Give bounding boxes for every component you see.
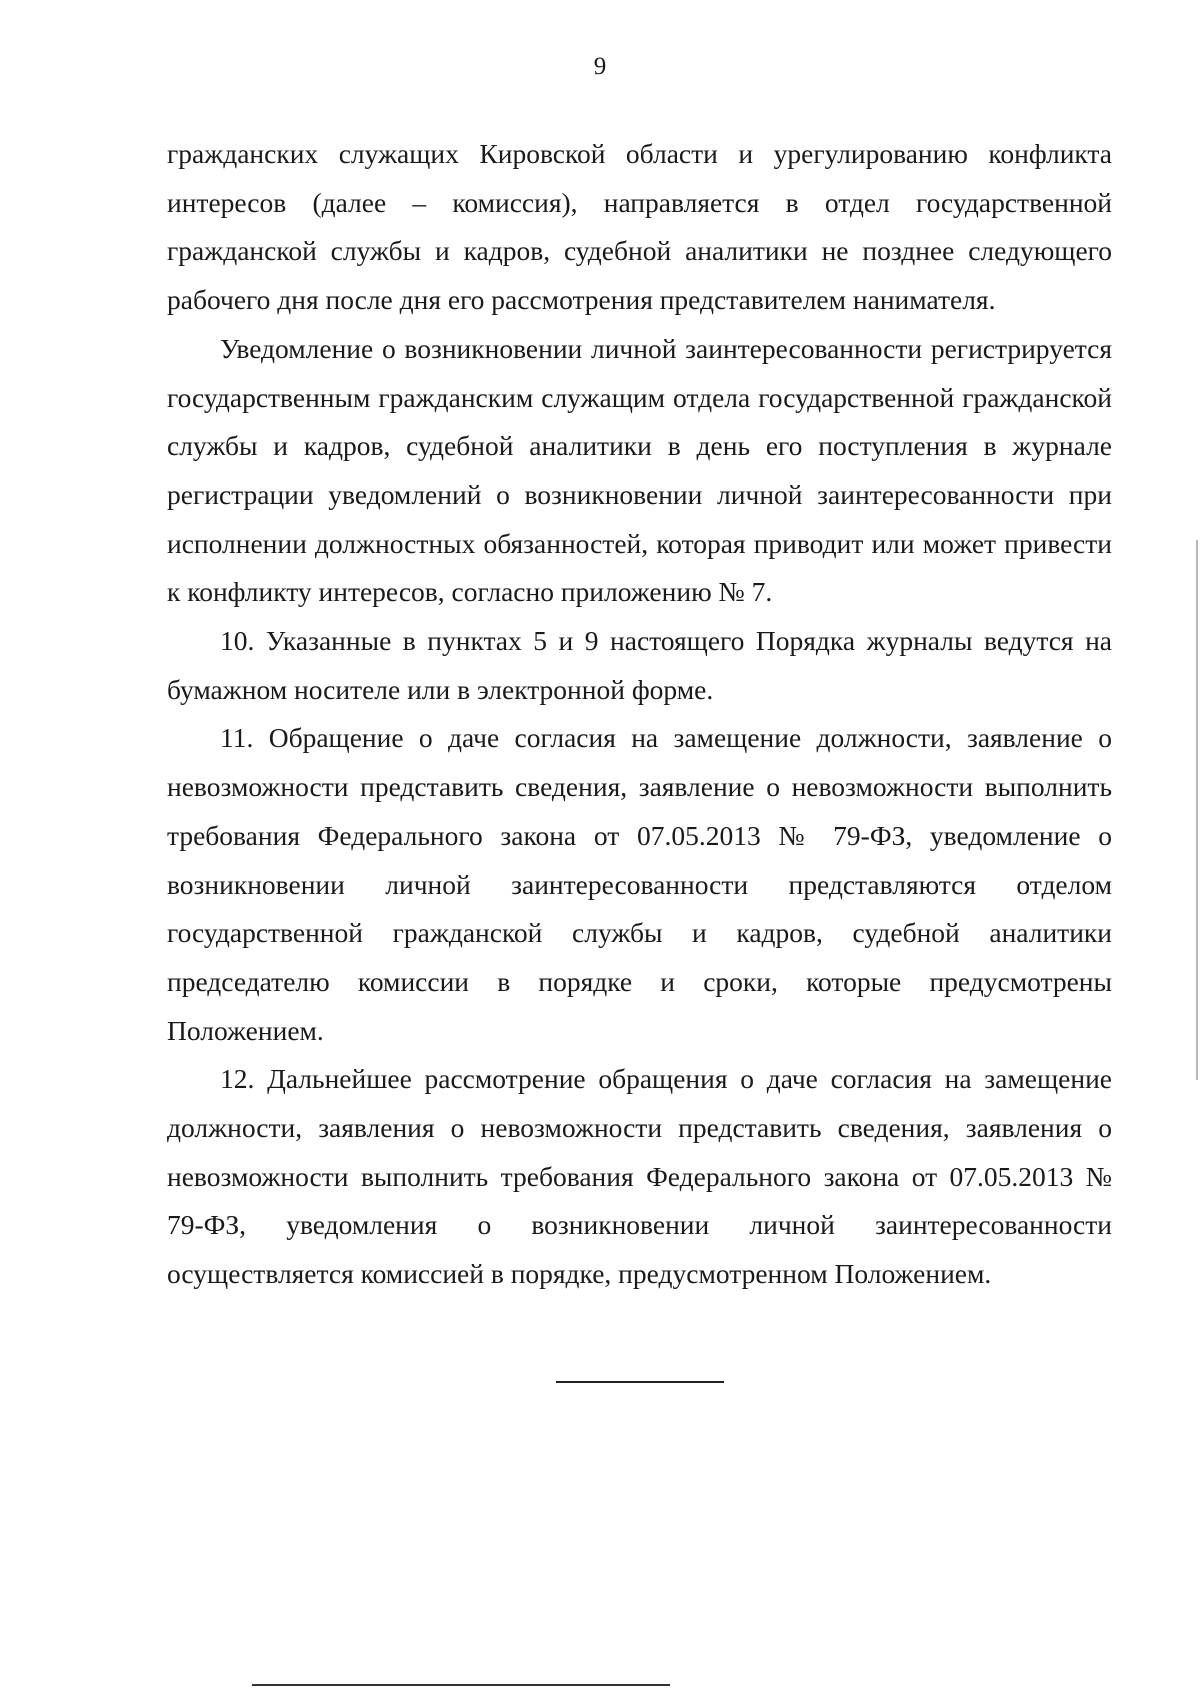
page-number: 9: [593, 53, 607, 80]
end-divider: [556, 1381, 724, 1383]
paragraph-continuation: гражданских служащих Кировской области и урегулированию конфликта интересов (далее – комиссия), направляется в отдел государственной гражданской службы и кадров, судебной аналитики не позднее следующего рабочего дня после дня его рассмотрения представителем нанимателя.: [167, 138, 1112, 316]
scan-edge-mark: [1196, 540, 1198, 1080]
paragraph-notification-registration: Уведомление о возникновении личной заинтересованности регистрируется государственным гражданским служащим отдела государственной гражданской службы и кадров, судебной аналитики в день его поступления в журнале регистрации уведомлений о возникновении личной заинтересованности при исполнении должностных обязанностей, которая приводит или может привести к конфликту интересов, согласно приложению № 7.: [167, 332, 1112, 608]
paragraph-item-11: 11. Обращение о даче согласия на замещение должности, заявление о невозможности представить сведения, заявление о невозможности выполнить требования Федерального закона от 07.05.2013 № 79-ФЗ, уведомление о возникновении личной заинтересованности представляются отделом государственной гражданской службы и кадров, судебной аналитики председателю комиссии в порядке и сроки, которые предусмотрены Положением.: [167, 722, 1112, 1046]
paragraph-item-12: 12. Дальнейшее рассмотрение обращения о даче согласия на замещение должности, заявления о невозможности представить сведения, заявления о невозможности выполнить требования Федерального закона от 07.05.2013 № 79-ФЗ, уведомления о возникновении личной заинтересованности осуществляется комиссией в порядке, предусмотренном Положением.: [167, 1063, 1112, 1290]
paragraph-item-10: 10. Указанные в пунктах 5 и 9 настоящего Порядка журналы ведутся на бумажном носителе или в электронной форме.: [167, 625, 1112, 705]
bottom-rule: [252, 1684, 670, 1686]
document-body: [167, 130, 1112, 1299]
